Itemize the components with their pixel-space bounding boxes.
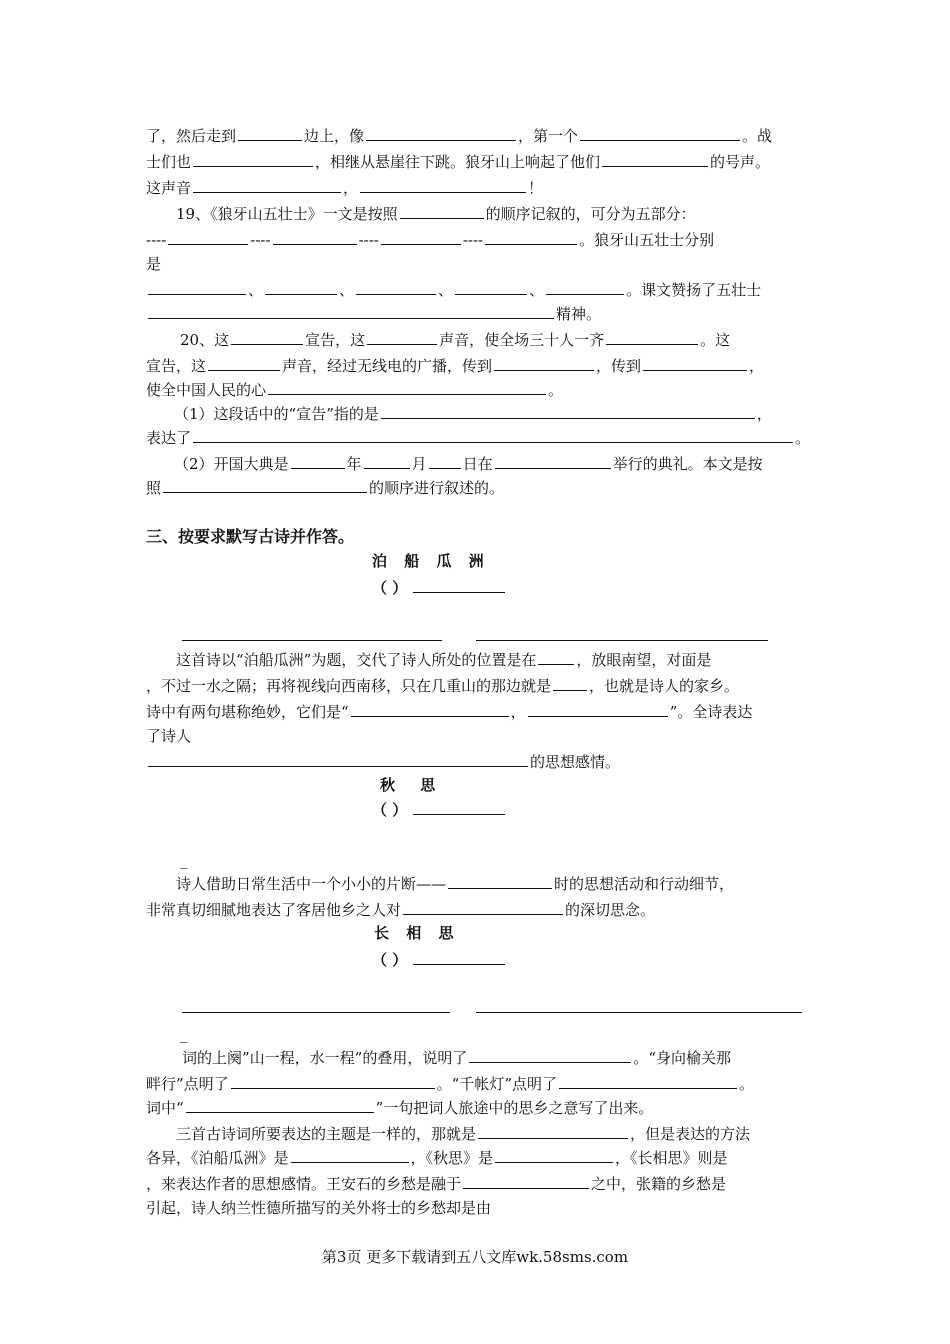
text: ，不过一水之隔；再将视线向西南移，只在几重山的那边就是 (146, 677, 552, 695)
blank (231, 328, 303, 345)
q18-line-1 (146, 124, 772, 148)
text: ---- (146, 231, 167, 249)
blank (238, 124, 302, 141)
text: 。 (739, 1075, 755, 1093)
blank (528, 700, 668, 717)
text: 表达了 (146, 429, 192, 447)
poem3-dash: _ (180, 1025, 188, 1043)
poem-author (372, 576, 507, 598)
text: 非常真切细腻地表达了客居他乡之人对 (146, 901, 402, 919)
q20-line-2 (146, 354, 764, 378)
summary-line-2 (146, 1146, 728, 1170)
blank (495, 452, 611, 469)
text: 引起，诗人纳兰性德所描写的关外将士的乡愁却是由 (146, 1199, 492, 1217)
q20-sub1-line-2 (146, 426, 810, 450)
text: 这首诗以“泊船瓜洲”为题，交代了诗人所处的位置是在 (176, 651, 537, 669)
blank (538, 648, 574, 665)
blank (381, 402, 755, 419)
text: ，但是表达的方法 (630, 1125, 751, 1143)
blank (469, 1046, 631, 1063)
text: ，《长相思》则是 (615, 1149, 728, 1167)
q19-line-1 (176, 202, 696, 226)
q18-line-2 (146, 150, 770, 174)
text: 。战 (742, 127, 773, 145)
blank (478, 1122, 628, 1139)
q19-line-3 (146, 252, 161, 276)
text: 的顺序进行叙述的。 (369, 479, 505, 497)
poem2-q-line-1 (176, 872, 734, 896)
blank (193, 150, 313, 167)
poem-line-blank (476, 640, 768, 641)
blank (291, 452, 345, 469)
text: 、 (438, 281, 454, 299)
section-heading: 三、按要求默写古诗并作答。 (146, 527, 355, 546)
blank (366, 124, 516, 141)
text: 举行的典礼。本文是按 (612, 455, 763, 473)
text: 声音，使全场三十人一齐 (439, 331, 605, 349)
q18-line-3 (146, 176, 543, 200)
text: 了，然后走到 (146, 127, 237, 145)
text: 这声音 (146, 179, 192, 197)
blank (268, 378, 546, 395)
text: ---- (358, 231, 379, 249)
author-paren: （ ） (372, 951, 408, 969)
blank (602, 150, 708, 167)
blank (265, 278, 337, 295)
poem-author (372, 798, 507, 820)
blank (367, 328, 437, 345)
blank (400, 202, 484, 219)
text: ”一句把词人旅途中的思乡之意写了出来。 (375, 1099, 654, 1117)
q20-sub1-line-1 (174, 402, 772, 426)
blank (193, 176, 341, 193)
text: 了诗人 (146, 727, 192, 745)
q19-line-5 (146, 302, 601, 326)
blank (163, 476, 367, 493)
blank (485, 228, 577, 245)
text: 宣告，这 (146, 357, 207, 375)
blank (273, 228, 357, 245)
blank (559, 1072, 737, 1089)
blank (148, 750, 528, 767)
poem3-q-line-3 (146, 1096, 653, 1120)
text: 。狼牙山五壮士分别 (579, 231, 715, 249)
text: 士们也 (146, 153, 192, 171)
poem1-q-line-2 (146, 674, 739, 698)
poem2-q-line-2 (146, 898, 655, 922)
blank (351, 700, 509, 717)
author-paren: （ ） (372, 579, 408, 597)
text: 。“身向榆关那 (633, 1049, 732, 1067)
q20-line-1 (180, 328, 730, 352)
text: ，传到 (596, 357, 642, 375)
poem-title: 长 相 思 (374, 924, 460, 942)
poem-author (372, 948, 507, 970)
text: （1）这段话中的“宣告”指的是 (174, 405, 379, 423)
text: 诗中有两句堪称绝妙，它们是“ (146, 703, 349, 721)
poem2-dash: _ (180, 851, 188, 869)
blank (208, 354, 280, 371)
text: ， (749, 357, 765, 375)
text: ，第一个 (518, 127, 579, 145)
blank (381, 228, 461, 245)
text: （2）开国大典是 (174, 455, 289, 473)
text: 之中，张籍的乡愁是 (591, 1175, 727, 1193)
text: 的思想感情。 (530, 753, 621, 771)
text: ，《秋思》是 (410, 1149, 494, 1167)
blank (186, 1096, 374, 1113)
text: 、 (339, 281, 355, 299)
text: 照 (146, 479, 162, 497)
text: ，来表达作者的思想感情。王安石的乡愁是融于 (146, 1175, 462, 1193)
text: ---- (250, 231, 271, 249)
author-blank (413, 576, 505, 593)
page-footer: 第3页 更多下载请到五八文库wk.58sms.com (321, 1248, 629, 1266)
blank (463, 1172, 589, 1189)
blank (494, 354, 594, 371)
text: 19、《狼牙山五壮士》一文是按照 (176, 205, 398, 223)
text: 各异，《泊船瓜洲》是 (146, 1149, 289, 1167)
q20-sub2-line-1 (174, 452, 763, 476)
text: 日在 (462, 455, 493, 473)
text: ！ (528, 179, 544, 197)
q19-line-4 (146, 278, 761, 302)
text: 是 (146, 255, 162, 273)
poem1-q-line-4 (146, 724, 191, 748)
text: 声音，经过无线电的广播，传到 (282, 357, 493, 375)
poem1-q-line-1 (176, 648, 711, 672)
text: 。 (548, 381, 564, 399)
blank (553, 674, 587, 691)
q20-sub2-line-2 (146, 476, 504, 500)
poem3-q-line-2 (146, 1072, 754, 1096)
summary-line-3 (146, 1172, 726, 1196)
text: 宣告，这 (305, 331, 366, 349)
text: 月 (411, 455, 427, 473)
poem-title: 秋 思 (380, 776, 446, 794)
text: ， (510, 703, 526, 721)
text: 使全中国人民的心 (146, 381, 267, 399)
text: 的顺序记叙的，可分为五部分： (485, 205, 696, 223)
author-paren: （ ） (372, 801, 408, 819)
summary-line-4 (146, 1196, 491, 1220)
text: ”。全诗表达 (669, 703, 753, 721)
blank (429, 452, 461, 469)
text: ，放眼南望，对面是 (576, 651, 712, 669)
text: 词的上阕”山一程，水一程”的叠用，说明了 (182, 1049, 468, 1067)
poem-line-blank (182, 1012, 450, 1013)
text: 的号声。 (710, 153, 771, 171)
blank (291, 1146, 409, 1163)
poem-title: 泊 船 瓜 洲 (372, 552, 490, 570)
blank (360, 176, 526, 193)
poem-line-blank (476, 1012, 802, 1013)
blank (448, 872, 552, 889)
text: ，也就是诗人的家乡。 (589, 677, 740, 695)
author-blank (413, 948, 505, 965)
author-blank (413, 798, 505, 815)
blank (231, 1072, 435, 1089)
text: 的深切思念。 (565, 901, 656, 919)
text: ---- (462, 231, 484, 249)
blank (364, 452, 410, 469)
text: 20、这 (180, 331, 230, 349)
poem1-q-line-5 (146, 750, 620, 774)
blank (546, 278, 624, 295)
text: ， (756, 405, 772, 423)
blank (168, 228, 248, 245)
poem3-q-line-1 (182, 1046, 731, 1070)
text: 。课文赞扬了五壮士 (626, 281, 762, 299)
text: 三首古诗词所要表达的主题是一样的，那就是 (176, 1125, 477, 1143)
blank (606, 328, 698, 345)
poem-line-blank (182, 640, 442, 641)
text: 。“千帐灯”点明了 (436, 1075, 558, 1093)
q20-line-3 (146, 378, 563, 402)
text: 诗人借助日常生活中一个小小的片断—— (176, 875, 447, 893)
blank (580, 124, 740, 141)
text: 精神。 (556, 305, 602, 323)
blank (643, 354, 747, 371)
q19-line-2 (146, 228, 714, 252)
text: 。 (795, 429, 811, 447)
blank (455, 278, 527, 295)
blank (148, 302, 554, 319)
text: 、 (529, 281, 545, 299)
text: ，相继从悬崖往下跳。狼牙山上响起了他们 (315, 153, 601, 171)
text: 词中“ (146, 1099, 184, 1117)
blank (495, 1146, 613, 1163)
text: 。这 (700, 331, 731, 349)
text: 畔行”点明了 (146, 1075, 229, 1093)
summary-line-1 (176, 1122, 750, 1146)
blank (193, 426, 793, 443)
text: 边上，像 (304, 127, 365, 145)
text: 、 (248, 281, 264, 299)
blank (148, 278, 246, 295)
blank (356, 278, 436, 295)
text: 时的思想活动和行动细节， (554, 875, 735, 893)
text: 年 (346, 455, 362, 473)
blank (403, 898, 563, 915)
text: ， (343, 179, 359, 197)
poem1-q-line-3 (146, 700, 752, 724)
